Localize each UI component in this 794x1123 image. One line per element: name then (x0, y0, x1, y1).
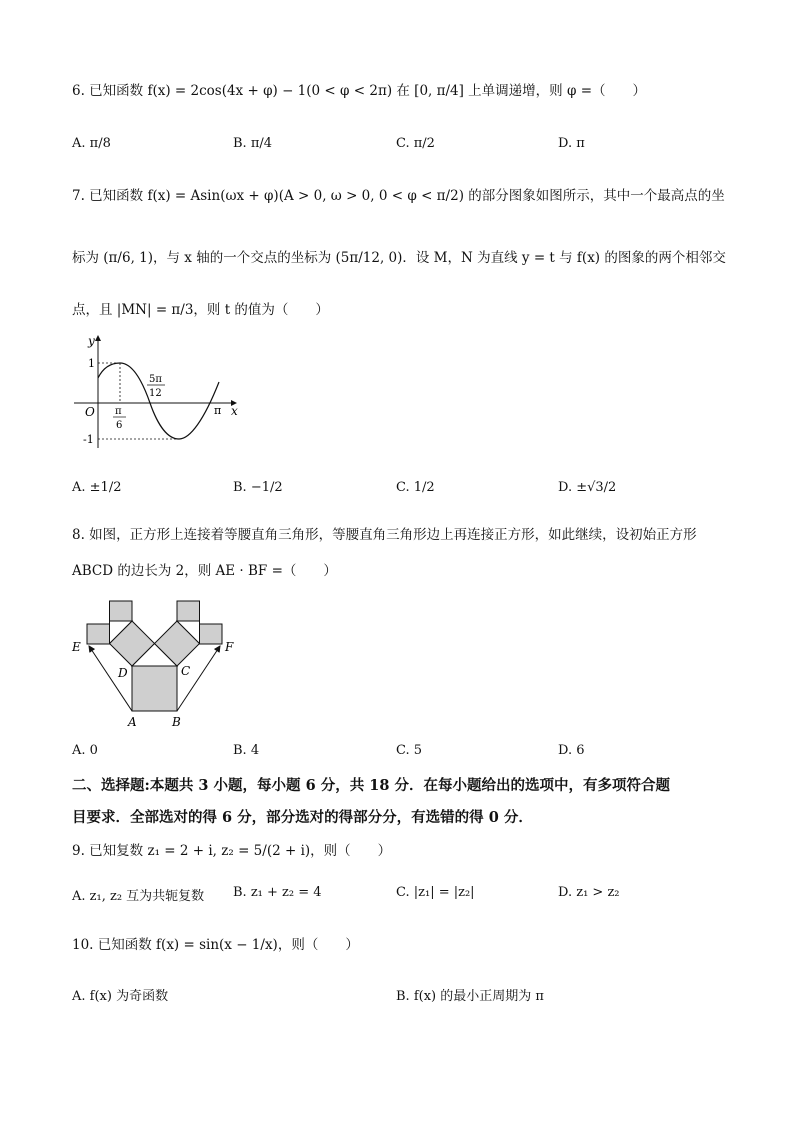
q8-square-figure (66, 596, 246, 731)
left-side-small-square (87, 624, 110, 644)
section-2-heading-line-2: 目要求．全部选对的得 6 分，部分选对的得部分分，有选错的得 0 分． (72, 809, 533, 826)
q7-option-b: B. −1/2 (233, 480, 283, 495)
tick-neg-one: -1 (83, 433, 94, 446)
q7-sine-graph (66, 330, 246, 455)
section-2-heading-line-1: 二、选择题:本题共 3 小题，每小题 6 分，共 18 分．在每小题给出的选项中，有多项符合题 (72, 777, 670, 794)
q10-stem: 10. 已知函数 f(x) = sin(x − 1/x)，则（ ） (72, 937, 359, 953)
q7-stem-line-2: 标为 (π/6, 1)，与 x 轴的一个交点的坐标为 (5π/12, 0)．设 M，N 为直线 y = t 与 f(x) 的图象的两个相邻交 (72, 250, 726, 266)
y-axis-label: y (88, 334, 95, 348)
q8-option-d: D. 6 (558, 743, 585, 758)
q6-option-b: B. π/4 (233, 136, 273, 151)
q8-stem-line-1: 8. 如图，正方形上连接着等腰直角三角形，等腰直角三角形边上再连接正方形，如此继续，设初始正方形 (72, 527, 697, 543)
q9-option-d: D. z₁ > z₂ (558, 885, 620, 900)
right-top-small-square (177, 601, 200, 621)
tick-5pi-12-numerator: 5π (149, 374, 162, 385)
square-abcd (132, 666, 177, 711)
tick-5pi-12-denominator: 12 (149, 388, 162, 399)
q8-stem-line-2: ABCD 的边长为 2，则 AE · BF =（ ） (72, 563, 337, 579)
right-side-small-square (200, 624, 223, 644)
tick-pi-6-denominator: 6 (116, 420, 123, 431)
q7-option-c: C. 1/2 (396, 480, 435, 495)
q9-stem: 9. 已知复数 z₁ = 2 + i, z₂ = 5/(2 + i)，则（ ） (72, 843, 392, 859)
tick-one: 1 (88, 357, 95, 370)
x-axis-label: x (231, 404, 238, 418)
origin-label: O (85, 405, 95, 419)
label-e: E (72, 640, 81, 654)
tick-pi-6-numerator: π (115, 406, 122, 417)
label-b: B (172, 715, 181, 729)
q6-stem: 6. 已知函数 f(x) = 2cos(4x + φ) − 1(0 < φ < 2π) 在 [0, π/4] 上单调递增，则 φ =（ ） (72, 83, 647, 99)
q7-stem-line-3: 点，且 |MN| = π/3，则 t 的值为（ ） (72, 302, 329, 318)
label-f: F (225, 640, 234, 654)
q7-option-a: A. ±1/2 (72, 480, 122, 495)
q6-option-c: C. π/2 (396, 136, 435, 151)
q7-stem-line-1: 7. 已知函数 f(x) = Asin(ωx + φ)(A > 0, ω > 0, 0 < φ < π/2) 的部分图象如图所示，其中一个最高点的坐 (72, 188, 725, 204)
tick-pi: π (214, 404, 222, 417)
q6-option-a: A. π/8 (72, 136, 111, 151)
label-d: D (118, 666, 128, 680)
q9-option-b: B. z₁ + z₂ = 4 (233, 885, 322, 900)
label-a: A (128, 715, 137, 729)
q7-option-d: D. ±√3/2 (558, 480, 617, 495)
q8-option-c: C. 5 (396, 743, 423, 758)
q10-option-b: B. f(x) 的最小正周期为 π (396, 989, 544, 1004)
q8-option-b: B. 4 (233, 743, 260, 758)
label-c: C (181, 664, 191, 678)
q9-option-a: A. z₁, z₂ 互为共轭复数 (72, 889, 205, 904)
left-top-small-square (110, 601, 133, 621)
q10-option-a: A. f(x) 为奇函数 (72, 989, 169, 1004)
q8-option-a: A. 0 (72, 743, 98, 758)
q9-option-c: C. |z₁| = |z₂| (396, 885, 475, 900)
q6-option-d: D. π (558, 136, 585, 151)
